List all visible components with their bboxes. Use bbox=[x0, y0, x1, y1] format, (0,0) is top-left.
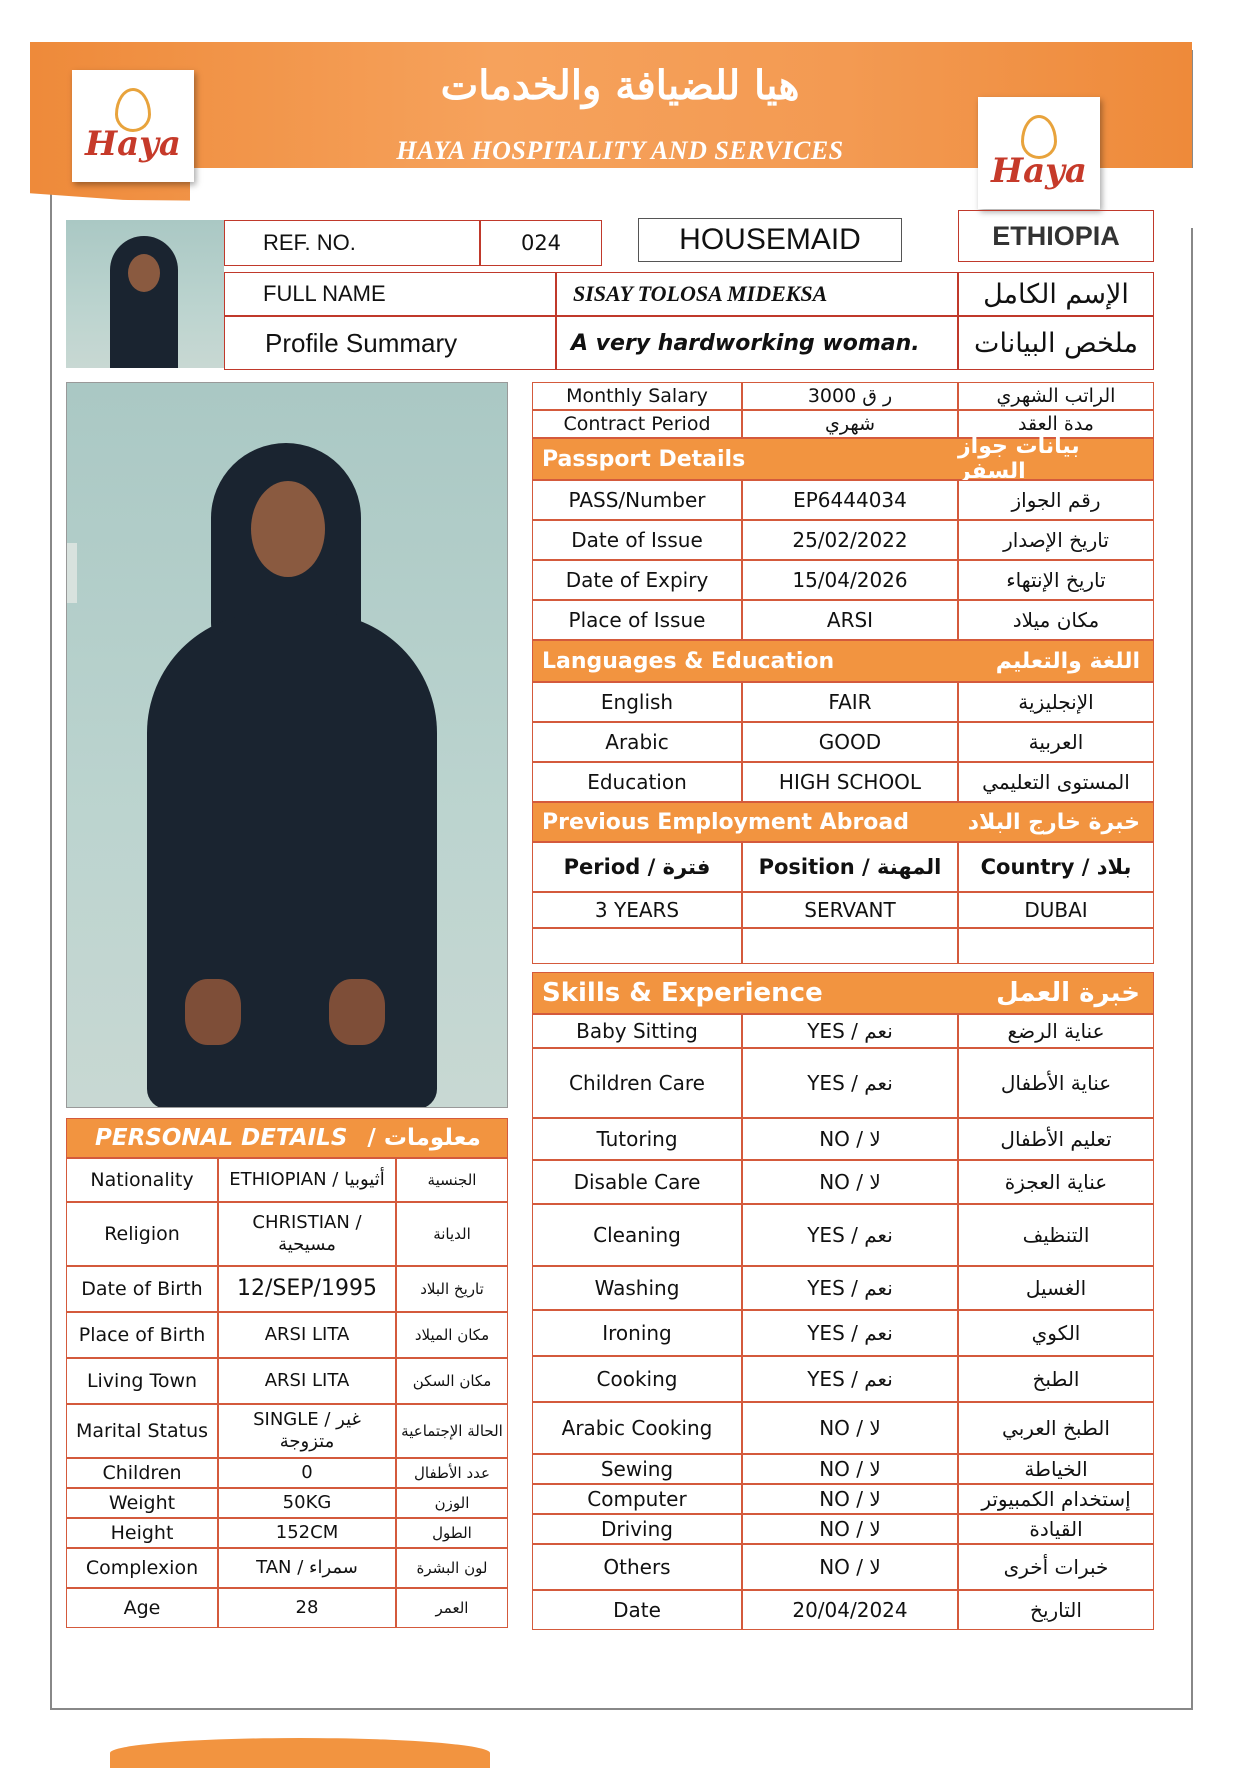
personal-value: 28 bbox=[218, 1588, 396, 1628]
contract-label: Monthly Salary bbox=[532, 382, 742, 410]
employment-column-header: Position / المهنة bbox=[742, 842, 958, 892]
contract-value: 3000 ر ق bbox=[742, 382, 958, 410]
personal-value: 12/SEP/1995 bbox=[218, 1266, 396, 1312]
ref-no-label: REF. NO. bbox=[224, 220, 480, 266]
skill-label: Ironing bbox=[532, 1310, 742, 1356]
full-name-arabic: الإسم الكامل bbox=[958, 272, 1154, 316]
skill-label-arabic: الغسيل bbox=[958, 1266, 1154, 1310]
personal-details-title-ar: / معلومات bbox=[367, 1125, 481, 1151]
face bbox=[251, 481, 325, 577]
passport-label-arabic: تاريخ الإنتهاء bbox=[958, 560, 1154, 600]
logo-text: Haya bbox=[85, 124, 181, 164]
languages-title: Languages & Education bbox=[542, 648, 835, 674]
skill-value: NO / لا bbox=[742, 1160, 958, 1204]
skill-label-arabic: عناية الأطفال bbox=[958, 1048, 1154, 1118]
employment-title-arabic: خبرة خارج البلاد bbox=[967, 809, 1140, 835]
personal-label: Marital Status bbox=[66, 1404, 218, 1458]
languages-title-arabic: اللغة والتعليم bbox=[995, 648, 1140, 674]
passport-title-arabic: بيانات جواز السفر bbox=[958, 434, 1080, 484]
personal-value: 0 bbox=[218, 1458, 396, 1488]
skills-title-arabic: خبرة العمل bbox=[996, 978, 1140, 1008]
skill-label-arabic: الكوي bbox=[958, 1310, 1154, 1356]
wall-switch bbox=[67, 543, 77, 603]
language-label-arabic: العربية bbox=[958, 722, 1154, 762]
employment-country bbox=[958, 928, 1154, 964]
language-label: English bbox=[532, 682, 742, 722]
skill-label: Cleaning bbox=[532, 1204, 742, 1266]
personal-label: Age bbox=[66, 1588, 218, 1628]
logo-text: Haya bbox=[991, 151, 1087, 191]
personal-label: Place of Birth bbox=[66, 1312, 218, 1358]
personal-value: ARSI LITA bbox=[218, 1312, 396, 1358]
passport-label-arabic: مكان ميلاد bbox=[958, 600, 1154, 640]
skill-value: NO / لا bbox=[742, 1454, 958, 1484]
contract-value: شهري bbox=[742, 410, 958, 438]
personal-label-arabic: عدد الأطفال bbox=[396, 1458, 508, 1488]
haya-logo-left bbox=[72, 70, 194, 182]
personal-label-arabic: الديانة bbox=[396, 1202, 508, 1266]
passport-value: 25/02/2022 bbox=[742, 520, 958, 560]
passport-label-arabic: تاريخ الإصدار bbox=[958, 520, 1154, 560]
passport-value: 15/04/2026 bbox=[742, 560, 958, 600]
personal-value: 152CM bbox=[218, 1518, 396, 1548]
skill-label-arabic: القيادة bbox=[958, 1514, 1154, 1544]
passport-value: EP6444034 bbox=[742, 480, 958, 520]
footer-band bbox=[110, 1738, 490, 1768]
skill-value: NO / لا bbox=[742, 1484, 958, 1514]
personal-label-arabic: مكان الميلاد bbox=[396, 1312, 508, 1358]
employment-position: SERVANT bbox=[742, 892, 958, 928]
personal-label-arabic: لون البشرة bbox=[396, 1548, 508, 1588]
personal-label-arabic: مكان السكن bbox=[396, 1358, 508, 1404]
employment-column-header: Country / بلاد bbox=[958, 842, 1154, 892]
haya-logo-right bbox=[978, 97, 1100, 209]
passport-label: PASS/Number bbox=[532, 480, 742, 520]
skill-value: NO / لا bbox=[742, 1118, 958, 1160]
personal-label: Date of Birth bbox=[66, 1266, 218, 1312]
english-company-title: HAYA HOSPITALITY AND SERVICES bbox=[396, 136, 844, 165]
skill-label-arabic: الخياطة bbox=[958, 1454, 1154, 1484]
personal-label: Weight bbox=[66, 1488, 218, 1518]
skill-value: NO / لا bbox=[742, 1544, 958, 1590]
personal-details-header bbox=[66, 1118, 508, 1158]
employment-column-header: Period / فترة bbox=[532, 842, 742, 892]
skill-label: Children Care bbox=[532, 1048, 742, 1118]
ref-no-value: 024 bbox=[480, 220, 602, 266]
skill-label: Tutoring bbox=[532, 1118, 742, 1160]
full-name-value: SISAY TOLOSA MIDEKSA bbox=[556, 272, 958, 316]
skill-value: YES / نعم bbox=[742, 1048, 958, 1118]
personal-label-arabic: الجنسية bbox=[396, 1158, 508, 1202]
skill-label: Arabic Cooking bbox=[532, 1402, 742, 1454]
contract-label: Contract Period bbox=[532, 410, 742, 438]
passport-label: Date of Expiry bbox=[532, 560, 742, 600]
personal-details-title: PERSONAL DETAILS bbox=[95, 1125, 348, 1151]
face bbox=[128, 254, 160, 292]
skill-label: Sewing bbox=[532, 1454, 742, 1484]
employment-country: DUBAI bbox=[958, 892, 1154, 928]
skill-value: YES / نعم bbox=[742, 1014, 958, 1048]
skill-value: NO / لا bbox=[742, 1402, 958, 1454]
skill-label: Computer bbox=[532, 1484, 742, 1514]
skill-label-arabic: التنظيف bbox=[958, 1204, 1154, 1266]
personal-value: CHRISTIAN / مسيحية bbox=[218, 1202, 396, 1266]
language-label: Arabic bbox=[532, 722, 742, 762]
language-label-arabic: المستوى التعليمي bbox=[958, 762, 1154, 802]
personal-label: Complexion bbox=[66, 1548, 218, 1588]
personal-label-arabic: الحالة الإجتماعية bbox=[396, 1404, 508, 1458]
passport-title: Passport Details bbox=[542, 446, 746, 472]
personal-label-arabic: الطول bbox=[396, 1518, 508, 1548]
skill-value: 20/04/2024 bbox=[742, 1590, 958, 1630]
small-portrait-photo bbox=[66, 220, 224, 368]
personal-label: Height bbox=[66, 1518, 218, 1548]
left-hand bbox=[185, 979, 241, 1045]
personal-value: 50KG bbox=[218, 1488, 396, 1518]
contract-label-arabic: الراتب الشهري bbox=[958, 382, 1154, 410]
skill-label: Disable Care bbox=[532, 1160, 742, 1204]
skill-label-arabic: إستخدام الكمبيوتر bbox=[958, 1484, 1154, 1514]
skill-label: Date bbox=[532, 1590, 742, 1630]
language-value: FAIR bbox=[742, 682, 958, 722]
personal-label: Religion bbox=[66, 1202, 218, 1266]
contract-label-arabic: مدة العقد bbox=[958, 410, 1154, 438]
skill-label: Baby Sitting bbox=[532, 1014, 742, 1048]
personal-label-arabic: العمر bbox=[396, 1588, 508, 1628]
skill-label: Others bbox=[532, 1544, 742, 1590]
employment-title: Previous Employment Abroad bbox=[542, 809, 910, 835]
personal-value: ARSI LITA bbox=[218, 1358, 396, 1404]
language-label-arabic: الإنجليزية bbox=[958, 682, 1154, 722]
full-body-photo bbox=[66, 382, 508, 1108]
country-title: ETHIOPIA bbox=[958, 210, 1154, 262]
skill-label-arabic: خبرات أخرى bbox=[958, 1544, 1154, 1590]
employment-period: 3 YEARS bbox=[532, 892, 742, 928]
profile-summary-arabic: ملخص البيانات bbox=[958, 316, 1154, 370]
passport-label: Place of Issue bbox=[532, 600, 742, 640]
skill-label-arabic: الطبخ العربي bbox=[958, 1402, 1154, 1454]
employment-period bbox=[532, 928, 742, 964]
right-hand bbox=[329, 979, 385, 1045]
personal-value: ETHIOPIAN / أثيوبيا bbox=[218, 1158, 396, 1202]
full-name-label: FULL NAME bbox=[224, 272, 556, 316]
skill-label: Washing bbox=[532, 1266, 742, 1310]
language-value: HIGH SCHOOL bbox=[742, 762, 958, 802]
language-value: GOOD bbox=[742, 722, 958, 762]
passport-value: ARSI bbox=[742, 600, 958, 640]
skill-label-arabic: التاريخ bbox=[958, 1590, 1154, 1630]
position-title: HOUSEMAID bbox=[638, 218, 902, 262]
profile-summary-label: Profile Summary bbox=[224, 316, 556, 370]
skill-label-arabic: عناية الرضع bbox=[958, 1014, 1154, 1048]
personal-value: SINGLE / غير متزوجة bbox=[218, 1404, 396, 1458]
personal-value: TAN / سمراء bbox=[218, 1548, 396, 1588]
personal-label: Children bbox=[66, 1458, 218, 1488]
profile-summary-value: A very hardworking woman. bbox=[556, 316, 958, 370]
skill-label-arabic: الطبخ bbox=[958, 1356, 1154, 1402]
skill-label: Driving bbox=[532, 1514, 742, 1544]
skill-label-arabic: عناية العجزة bbox=[958, 1160, 1154, 1204]
passport-label-arabic: رقم الجواز bbox=[958, 480, 1154, 520]
skill-value: YES / نعم bbox=[742, 1266, 958, 1310]
passport-label: Date of Issue bbox=[532, 520, 742, 560]
skill-value: YES / نعم bbox=[742, 1356, 958, 1402]
skills-title: Skills & Experience bbox=[542, 978, 823, 1008]
skill-value: YES / نعم bbox=[742, 1204, 958, 1266]
personal-label: Nationality bbox=[66, 1158, 218, 1202]
personal-label-arabic: تاريخ البلاد bbox=[396, 1266, 508, 1312]
employment-position bbox=[742, 928, 958, 964]
personal-label: Living Town bbox=[66, 1358, 218, 1404]
skill-value: YES / نعم bbox=[742, 1310, 958, 1356]
skill-value: NO / لا bbox=[742, 1514, 958, 1544]
arabic-company-title: هيا للضيافة والخدمات bbox=[440, 62, 800, 109]
skill-label: Cooking bbox=[532, 1356, 742, 1402]
skill-label-arabic: تعليم الأطفال bbox=[958, 1118, 1154, 1160]
language-label: Education bbox=[532, 762, 742, 802]
personal-label-arabic: الوزن bbox=[396, 1488, 508, 1518]
